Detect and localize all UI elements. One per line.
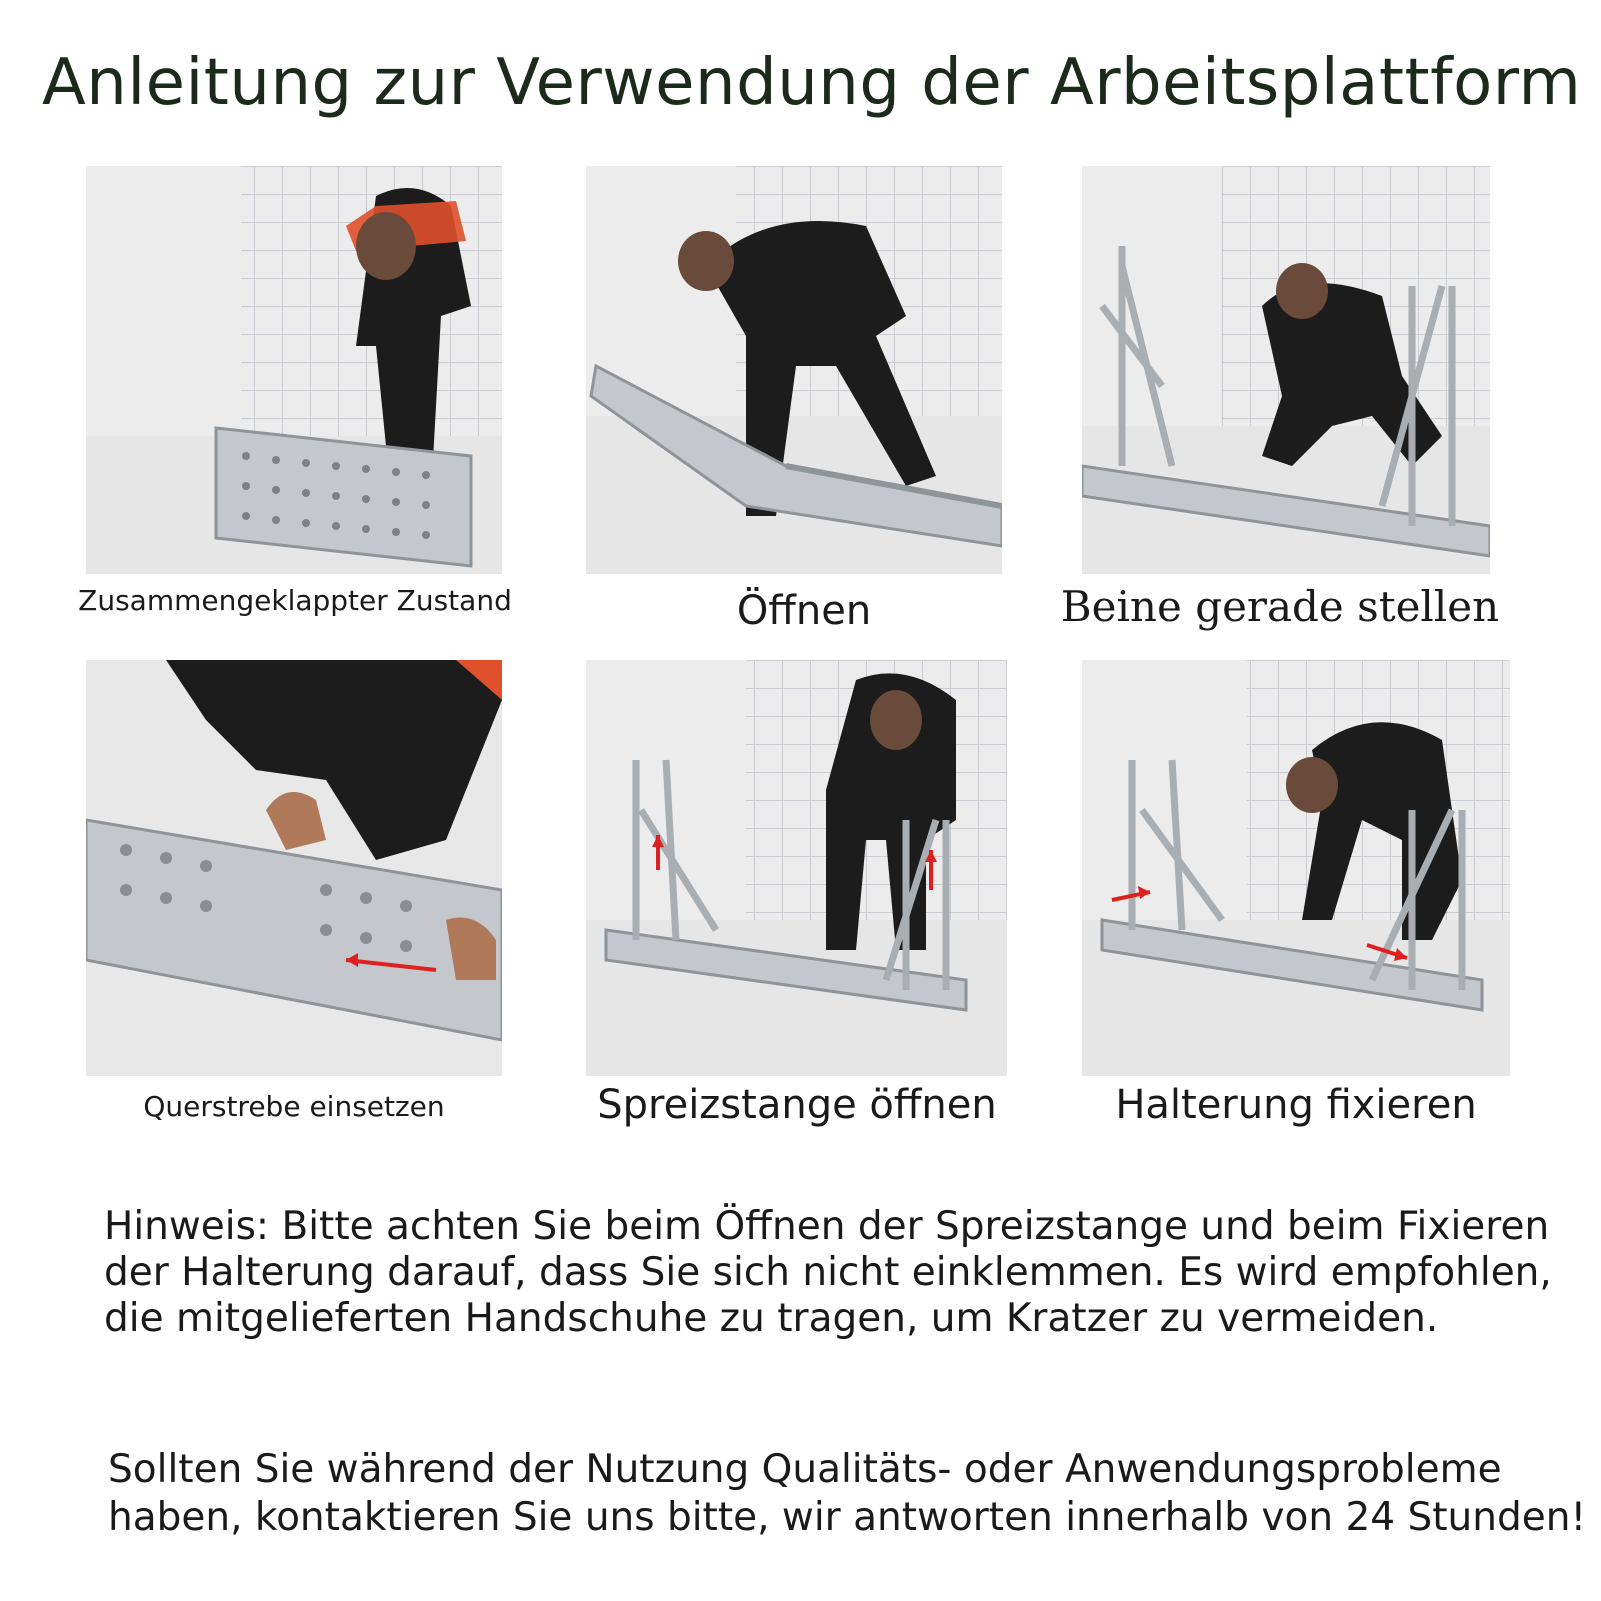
step-photo-insert-crossbar — [86, 660, 502, 1076]
step-caption-folded: Zusammengeklappter Zustand — [78, 584, 512, 617]
step-photo-fix-bracket — [1082, 660, 1510, 1076]
step-photo-folded — [86, 166, 502, 574]
step-photo-open-spreader — [586, 660, 1007, 1076]
step-caption-insert-crossbar: Querstrebe einsetzen — [143, 1090, 445, 1123]
step-photo-legs-upright — [1082, 166, 1490, 574]
contact-note: Sollten Sie während der Nutzung Qualitäts- oder Anwendungsprobleme haben, kontaktieren Sie uns bitte, wir antworten innerhalb von 24 Stunden! — [108, 1447, 1587, 1540]
step-caption-legs-upright: Beine gerade stellen — [1060, 582, 1500, 631]
step-caption-open-spreader: Spreizstange öffnen — [597, 1082, 997, 1128]
step-caption-fix-bracket: Halterung fixieren — [1115, 1082, 1477, 1128]
page-title: Anleitung zur Verwendung der Arbeitsplattform — [42, 46, 1582, 120]
step-photo-opening — [586, 166, 1002, 574]
safety-note: Hinweis: Bitte achten Sie beim Öffnen der Spreizstange und beim Fixieren der Halterung darauf, dass Sie sich nicht einklemmen. Es wird empfohlen, die mitgelieferten Handschuhe zu tragen, um Kratzer zu vermeiden. — [104, 1204, 1552, 1341]
step-caption-opening: Öffnen — [736, 588, 872, 634]
